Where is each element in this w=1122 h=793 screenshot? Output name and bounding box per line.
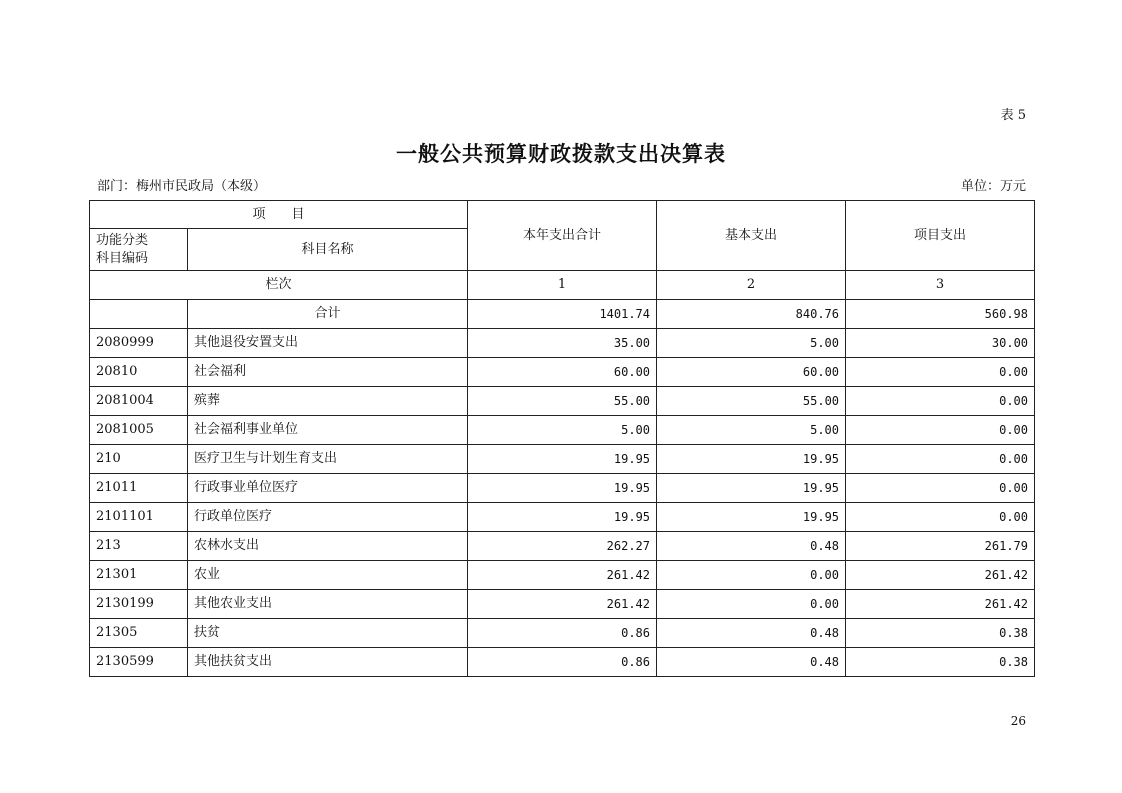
header-column-no: 栏次 — [90, 271, 468, 300]
row-name: 农业 — [188, 561, 468, 590]
table-row — [90, 358, 1035, 387]
table-row — [90, 416, 1035, 445]
row-basic: 19.95 — [657, 503, 846, 532]
row-total: 35.00 — [468, 329, 657, 358]
row-basic: 0.00 — [657, 590, 846, 619]
table-number: 表 5 — [1000, 108, 1026, 123]
row-name: 行政事业单位医疗 — [188, 474, 468, 503]
row-total: 261.42 — [468, 590, 657, 619]
page-title: 一般公共预算财政拨款支出决算表 — [396, 141, 726, 166]
header-code-line2: 科目编码 — [96, 250, 149, 266]
header-project: 项目支出 — [846, 201, 1035, 271]
page-number: 26 — [1010, 714, 1026, 728]
row-project: 0.38 — [846, 648, 1035, 677]
row-code: 21011 — [90, 474, 188, 503]
row-name: 其他扶贫支出 — [188, 648, 468, 677]
row-code: 2081004 — [90, 387, 188, 416]
row-basic: 5.00 — [657, 416, 846, 445]
header-name: 科目名称 — [188, 229, 468, 271]
row-basic: 0.48 — [657, 648, 846, 677]
row-name: 其他退役安置支出 — [188, 329, 468, 358]
sum-basic: 840.76 — [657, 300, 846, 329]
header-basic: 基本支出 — [657, 201, 846, 271]
table-header — [90, 201, 1035, 329]
row-project: 0.00 — [846, 503, 1035, 532]
row-basic: 60.00 — [657, 358, 846, 387]
row-project: 30.00 — [846, 329, 1035, 358]
row-total: 261.42 — [468, 561, 657, 590]
table-row — [90, 503, 1035, 532]
row-code: 2130199 — [90, 590, 188, 619]
row-code: 2101101 — [90, 503, 188, 532]
table-row — [90, 561, 1035, 590]
row-code: 210 — [90, 445, 188, 474]
row-total: 0.86 — [468, 648, 657, 677]
table-row — [90, 648, 1035, 677]
row-name: 殡葬 — [188, 387, 468, 416]
row-project: 0.00 — [846, 445, 1035, 474]
row-name: 社会福利 — [188, 358, 468, 387]
sum-row — [90, 300, 1035, 329]
row-project: 0.00 — [846, 474, 1035, 503]
row-name: 行政单位医疗 — [188, 503, 468, 532]
row-basic: 0.48 — [657, 619, 846, 648]
department-label: 部门：梅州市民政局（本级） — [97, 179, 267, 194]
sum-code — [90, 300, 188, 329]
header-col1: 1 — [468, 271, 657, 300]
header-code-line1: 功能分类 — [96, 232, 149, 248]
row-total: 60.00 — [468, 358, 657, 387]
row-basic: 19.95 — [657, 474, 846, 503]
row-total: 262.27 — [468, 532, 657, 561]
table-row — [90, 387, 1035, 416]
table-row — [90, 590, 1035, 619]
sum-total: 1401.74 — [468, 300, 657, 329]
table-body — [90, 329, 1035, 677]
row-total: 0.86 — [468, 619, 657, 648]
row-total: 19.95 — [468, 445, 657, 474]
row-project: 261.79 — [846, 532, 1035, 561]
table-row — [90, 445, 1035, 474]
row-basic: 0.00 — [657, 561, 846, 590]
row-project: 0.00 — [846, 387, 1035, 416]
sum-label: 合计 — [188, 300, 468, 329]
header-col2: 2 — [657, 271, 846, 300]
row-total: 5.00 — [468, 416, 657, 445]
header-item: 项 目 — [90, 201, 468, 229]
row-project: 0.00 — [846, 416, 1035, 445]
row-code: 2080999 — [90, 329, 188, 358]
table-row — [90, 532, 1035, 561]
row-code: 20810 — [90, 358, 188, 387]
header-col3: 3 — [846, 271, 1035, 300]
table-row — [90, 619, 1035, 648]
row-name: 医疗卫生与计划生育支出 — [188, 445, 468, 474]
row-name: 其他农业支出 — [188, 590, 468, 619]
row-code: 2130599 — [90, 648, 188, 677]
table-row — [90, 474, 1035, 503]
row-name: 扶贫 — [188, 619, 468, 648]
row-total: 55.00 — [468, 387, 657, 416]
row-code: 21301 — [90, 561, 188, 590]
row-project: 261.42 — [846, 590, 1035, 619]
header-code — [90, 229, 188, 271]
row-basic: 0.48 — [657, 532, 846, 561]
row-total: 19.95 — [468, 503, 657, 532]
row-project: 0.38 — [846, 619, 1035, 648]
budget-table — [89, 200, 1035, 677]
unit-label: 单位：万元 — [960, 179, 1026, 194]
header-total: 本年支出合计 — [468, 201, 657, 271]
row-basic: 19.95 — [657, 445, 846, 474]
sum-project: 560.98 — [846, 300, 1035, 329]
row-basic: 5.00 — [657, 329, 846, 358]
row-basic: 55.00 — [657, 387, 846, 416]
row-name: 农林水支出 — [188, 532, 468, 561]
table-row — [90, 329, 1035, 358]
row-total: 19.95 — [468, 474, 657, 503]
row-name: 社会福利事业单位 — [188, 416, 468, 445]
row-project: 0.00 — [846, 358, 1035, 387]
row-code: 2081005 — [90, 416, 188, 445]
row-project: 261.42 — [846, 561, 1035, 590]
row-code: 21305 — [90, 619, 188, 648]
row-code: 213 — [90, 532, 188, 561]
